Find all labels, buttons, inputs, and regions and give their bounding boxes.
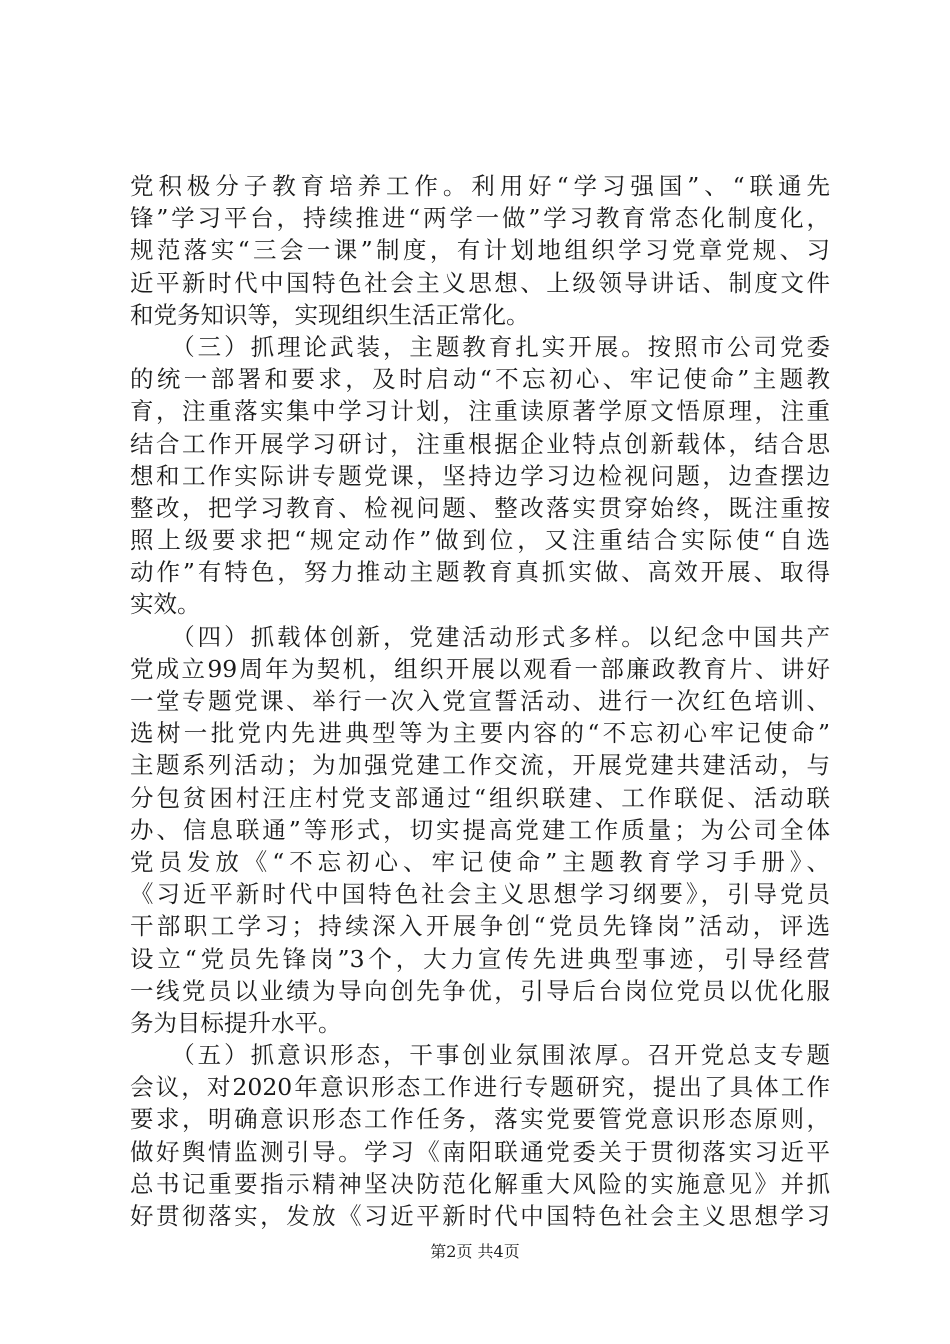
text-line: 的统一部署和要求，及时启动“不忘初心、牢记使命”主题教	[130, 365, 830, 394]
text-line: （五）抓意识形态，干事创业氛围浓厚。召开党总支专题	[130, 1041, 830, 1070]
text-line: 照上级要求把“规定动作”做到位，又注重结合实际使“自选	[130, 526, 830, 555]
text-line: 党成立99周年为契机，组织开展以观看一部廉政教育片、讲好	[130, 654, 830, 683]
text-line: 规范落实“三会一课”制度，有计划地组织学习党章党规、习	[130, 236, 830, 265]
page-footer: 第2页 共4页	[430, 1242, 520, 1261]
text-line: （三）抓理论武装，主题教育扎实开展。按照市公司党委	[130, 332, 830, 361]
text-line: 选树一批党内先进典型等为主要内容的“不忘初心牢记使命”	[130, 719, 830, 748]
text-line: 干部职工学习；持续深入开展争创“党员先锋岗”活动，评选	[130, 912, 830, 941]
text-line: 党积极分子教育培养工作。利用好“学习强国”、“联通先	[130, 172, 830, 200]
text-line: 锋”学习平台，持续推进“两学一做”学习教育常态化制度化，	[130, 204, 830, 233]
text-line: 结合工作开展学习研讨，注重根据企业特点创新载体，结合思	[130, 429, 830, 458]
text-line: 一堂专题党课、举行一次入党宣誓活动、进行一次红色培训、	[130, 687, 830, 715]
text-line: 想和工作实际讲专题党课，坚持边学习边检视问题，边查摆边	[130, 461, 830, 490]
text-line: 育，注重落实集中学习计划，注重读原著学原文悟原理，注重	[130, 397, 830, 426]
text-line: 设立“党员先锋岗”3个，大力宣传先进典型事迹，引导经营	[130, 944, 830, 973]
text-line: 党员发放《“不忘初心、牢记使命”主题教育学习手册》、	[130, 847, 830, 876]
text-line: 好贯彻落实，发放《习近平新时代中国特色社会主义思想学习	[130, 1202, 830, 1230]
text-line: 实效。	[130, 590, 201, 619]
text-line: 办、信息联通”等形式，切实提高党建工作质量；为公司全体	[130, 815, 830, 844]
text-line: 总书记重要指示精神坚决防范化解重大风险的实施意见》并抓	[130, 1169, 830, 1198]
text-line: 《习近平新时代中国特色社会主义思想学习纲要》，引导党员	[130, 880, 830, 909]
text-line: 分包贫困村汪庄村党支部通过“组织联建、工作联促、活动联	[130, 783, 830, 812]
text-line: （四）抓载体创新，党建活动形式多样。以纪念中国共产	[130, 622, 830, 651]
text-line: 近平新时代中国特色社会主义思想、上级领导讲话、制度文件	[130, 268, 830, 297]
text-line: 务为目标提升水平。	[130, 1008, 342, 1037]
text-line: 做好舆情监测引导。学习《南阳联通党委关于贯彻落实习近平	[130, 1137, 830, 1166]
text-line: 要求，明确意识形态工作任务，落实党要管党意识形态原则，	[130, 1105, 830, 1134]
document-body	[130, 170, 830, 1232]
text-line: 一线党员以业绩为导向创先争优，引导后台岗位党员以优化服	[130, 976, 830, 1005]
text-line: 整改，把学习教育、检视问题、整改落实贯穿始终，既注重按	[130, 493, 830, 522]
text-line: 和党务知识等，实现组织生活正常化。	[130, 300, 530, 329]
text-line: 主题系列活动；为加强党建工作交流，开展党建共建活动，与	[130, 751, 830, 780]
text-line: 会议，对2020年意识形态工作进行专题研究，提出了具体工作	[130, 1073, 830, 1102]
text-line: 动作”有特色，努力推动主题教育真抓实做、高效开展、取得	[130, 558, 830, 587]
